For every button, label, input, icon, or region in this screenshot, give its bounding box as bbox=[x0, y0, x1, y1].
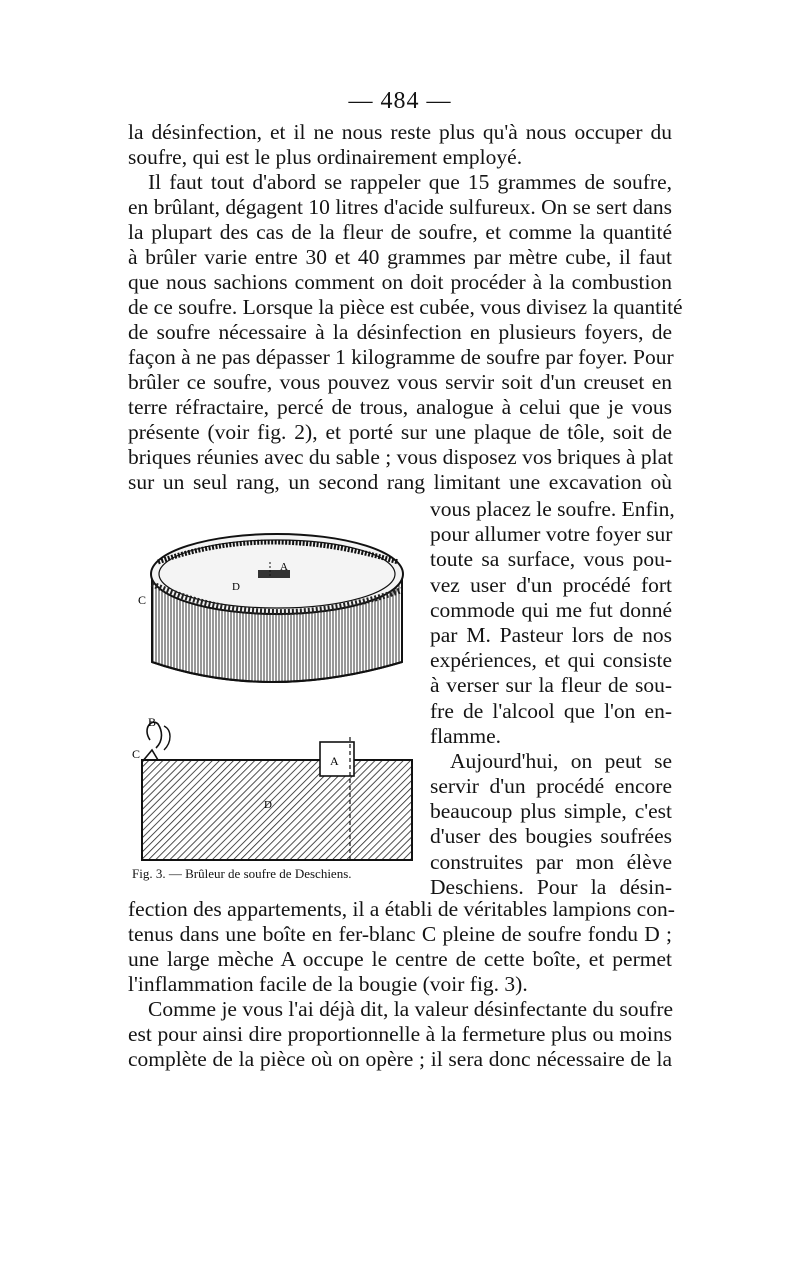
text-line: une large mèche A occupe le centre de cette boîte, et permet bbox=[128, 947, 672, 971]
text-line: façon à ne pas dépasser 1 kilogramme de soufre par foyer. Pour bbox=[128, 345, 674, 369]
label-b: B bbox=[148, 715, 157, 729]
figure-caption bbox=[132, 866, 432, 882]
box-section bbox=[142, 722, 412, 860]
label-a-section: A bbox=[330, 754, 339, 768]
text-line: toute sa surface, vous pou- bbox=[430, 547, 672, 572]
text-line: flamme. bbox=[430, 723, 502, 748]
label-c-top: C bbox=[138, 593, 147, 607]
text-line: servir d'un procédé encore bbox=[430, 774, 672, 799]
text-line: l'inflammation facile de la bougie (voir fig. 3). bbox=[128, 972, 528, 996]
text-line: fre de l'alcool que l'on en- bbox=[430, 698, 672, 723]
page-number: — 484 — bbox=[348, 88, 452, 114]
text-line: beaucoup plus simple, c'est bbox=[430, 799, 672, 824]
text-line: fection des appartements, il a établi de véritables lampions con- bbox=[128, 897, 675, 921]
text-line: vez user d'un procédé fort bbox=[430, 572, 672, 597]
text-line: est pour ainsi dire proportionnelle à la fermeture plus ou moins bbox=[128, 1022, 672, 1046]
paragraph-bottom bbox=[128, 897, 675, 1072]
text-line: d'user des bougies soufrées bbox=[430, 824, 672, 849]
paragraph-side bbox=[430, 497, 675, 900]
text-line: Aujourd'hui, on peut se bbox=[450, 748, 672, 773]
text-line: Il faut tout d'abord se rappeler que 15 grammes de soufre, bbox=[148, 170, 672, 194]
box-perspective bbox=[151, 534, 403, 682]
text-line: terre réfractaire, percé de trous, analogue à celui que je vous bbox=[128, 395, 672, 419]
text-line: de ce soufre. Lorsque la pièce est cubée, vous divisez la quantité bbox=[128, 295, 683, 319]
text-line: commode qui me fut donné bbox=[430, 597, 672, 622]
figure-burner bbox=[128, 512, 420, 892]
text-line: construites par mon élève bbox=[430, 849, 672, 874]
text-line: brûler ce soufre, vous pouvez vous servir soit d'un creuset en bbox=[128, 370, 672, 394]
text-line: vous placez le soufre. Enfin, bbox=[430, 497, 675, 521]
text-line: Deschiens. Pour la désin- bbox=[430, 874, 672, 899]
text-line: Comme je vous l'ai déjà dit, la valeur désinfectante du soufre bbox=[148, 997, 674, 1021]
label-a-top: A bbox=[280, 561, 288, 573]
text-line: par M. Pasteur lors de nos bbox=[430, 622, 672, 647]
label-d-section: D bbox=[264, 799, 272, 811]
text-line: que nous sachions comment on doit procéder à la combustion bbox=[128, 270, 672, 294]
text-line: soufre, qui est le plus ordinairement employé. bbox=[128, 145, 523, 169]
text-line: expériences, et qui consiste bbox=[430, 648, 672, 673]
text-line: sur un seul rang, un second rang limitant une excavation où bbox=[128, 470, 672, 494]
text-line: en brûlant, dégagent 10 litres d'acide sulfureux. On se sert dans bbox=[128, 195, 672, 219]
text-line: à brûler varie entre 30 et 40 grammes par mètre cube, il faut bbox=[128, 245, 672, 269]
text-line: à verser sur la fleur de sou- bbox=[430, 673, 672, 698]
text-line: complète de la pièce où on opère ; il sera donc nécessaire de la bbox=[128, 1047, 672, 1071]
text-line: de soufre nécessaire à la désinfection en plusieurs foyers, de bbox=[128, 320, 672, 344]
label-c-section: C bbox=[132, 747, 141, 761]
text-line: présente (voir fig. 2), et porté sur une plaque de tôle, soit de bbox=[128, 420, 672, 444]
figure-caption-text: Fig. 3. — Brûleur de soufre de Deschiens. bbox=[132, 866, 352, 881]
text-line: tenus dans une boîte en fer-blanc C pleine de soufre fondu D ; bbox=[128, 922, 672, 946]
text-line: pour allumer votre foyer sur bbox=[430, 522, 673, 547]
paragraph-top bbox=[128, 120, 683, 495]
text-line: la plupart des cas de la fleur de soufre, et comme la quantité bbox=[128, 220, 672, 244]
text-line: la désinfection, et il ne nous reste plus qu'à nous occuper du bbox=[128, 120, 672, 144]
burner-illustration bbox=[128, 512, 420, 892]
text-line: briques réunies avec du sable ; vous disposez vos briques à plat bbox=[128, 445, 674, 469]
label-d-top: D bbox=[232, 581, 240, 593]
